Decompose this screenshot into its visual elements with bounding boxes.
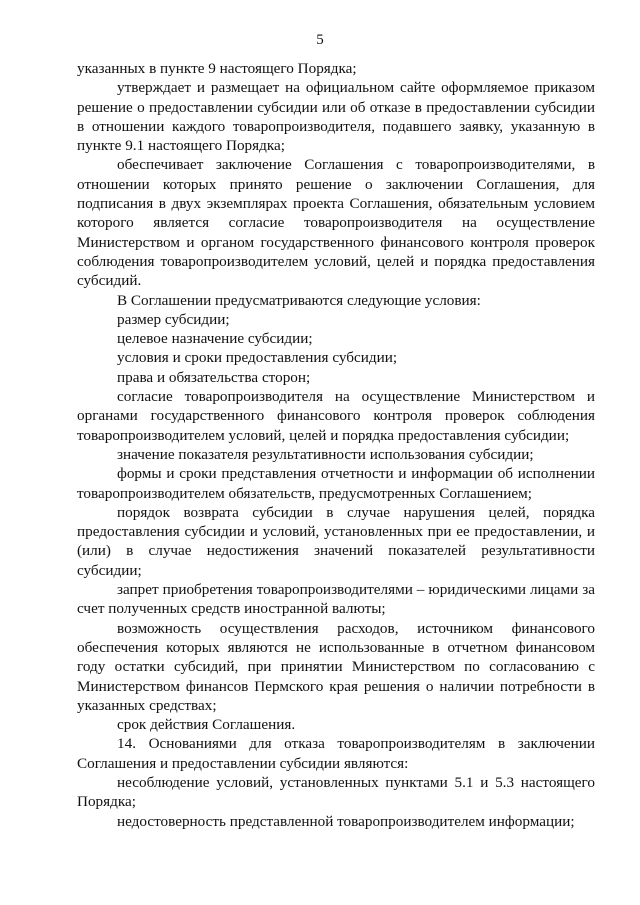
- page-number: 5: [316, 32, 324, 48]
- list-item: целевое назначение субсидии;: [117, 330, 313, 348]
- list-item: условия и сроки предоставления субсидии;: [117, 349, 398, 367]
- paragraph: обеспечивает заключение Соглашения с товаропроизводителями, в отношении которых принято решение о заключении Соглашения, для подписания в двух экземплярах проекта Соглашения, обязательным условием которого является согласие товаропроизводителя на осуществление Министерством и органом государственного финансового контроля проверок соблюдения товаропроизводителем условий, целей и порядка предоставления субсидий.: [77, 156, 595, 290]
- list-item: согласие товаропроизводителя на осуществление Министерством и органами государственного финансового контроля проверок соблюдения товаропроизводителем условий, целей и порядка предоставления субсидии;: [77, 388, 595, 444]
- list-item: запрет приобретения товаропроизводителями – юридическими лицами за счет полученных средств иностранной валюты;: [77, 581, 595, 618]
- list-item: порядок возврата субсидии в случае нарушения целей, порядка предоставления субсидии и условий, установленных при ее предоставлении, и (или) в случае недостижения значений показателей результативности субсидии;: [77, 503, 595, 579]
- list-item: размер субсидии;: [117, 310, 230, 328]
- list-item: возможность осуществления расходов, источником финансового обеспечения которых являются не использованные в отчетном финансовом году остатки субсидий, при принятии Министерством по согласованию с Министерством финансов Пермского края решения о наличии потребности в указанных средствах;: [77, 619, 595, 714]
- paragraph: указанных в пункте 9 настоящего Порядка;: [77, 60, 357, 77]
- list-item: значение показателя результативности использования субсидии;: [117, 445, 534, 463]
- section-paragraph: 14. Основаниями для отказа товаропроизводителям в заключении Соглашения и предоставлении субсидии являются:: [77, 735, 595, 772]
- list-item: несоблюдение условий, установленных пунктами 5.1 и 5.3 настоящего Порядка;: [77, 773, 595, 811]
- paragraph: утверждает и размещает на официальном сайте оформляемое приказом решение о предоставлении субсидии или об отказе в предоставлении субсидии в отношении каждого товаропроизводителя, подавшего заявку, указанную в пункте 9.1 настоящего Порядка;: [77, 79, 595, 155]
- document-body: [77, 59, 595, 831]
- list-item: срок действия Соглашения.: [117, 716, 296, 734]
- list-item: права и обязательства сторон;: [117, 368, 311, 386]
- list-item: недостоверность представленной товаропроизводителем информации;: [117, 812, 575, 830]
- list-item: формы и сроки представления отчетности и информации об исполнении товаропроизводителем обязательств, предусмотренных Соглашением;: [77, 465, 595, 502]
- paragraph: В Соглашении предусматриваются следующие условия:: [117, 291, 481, 309]
